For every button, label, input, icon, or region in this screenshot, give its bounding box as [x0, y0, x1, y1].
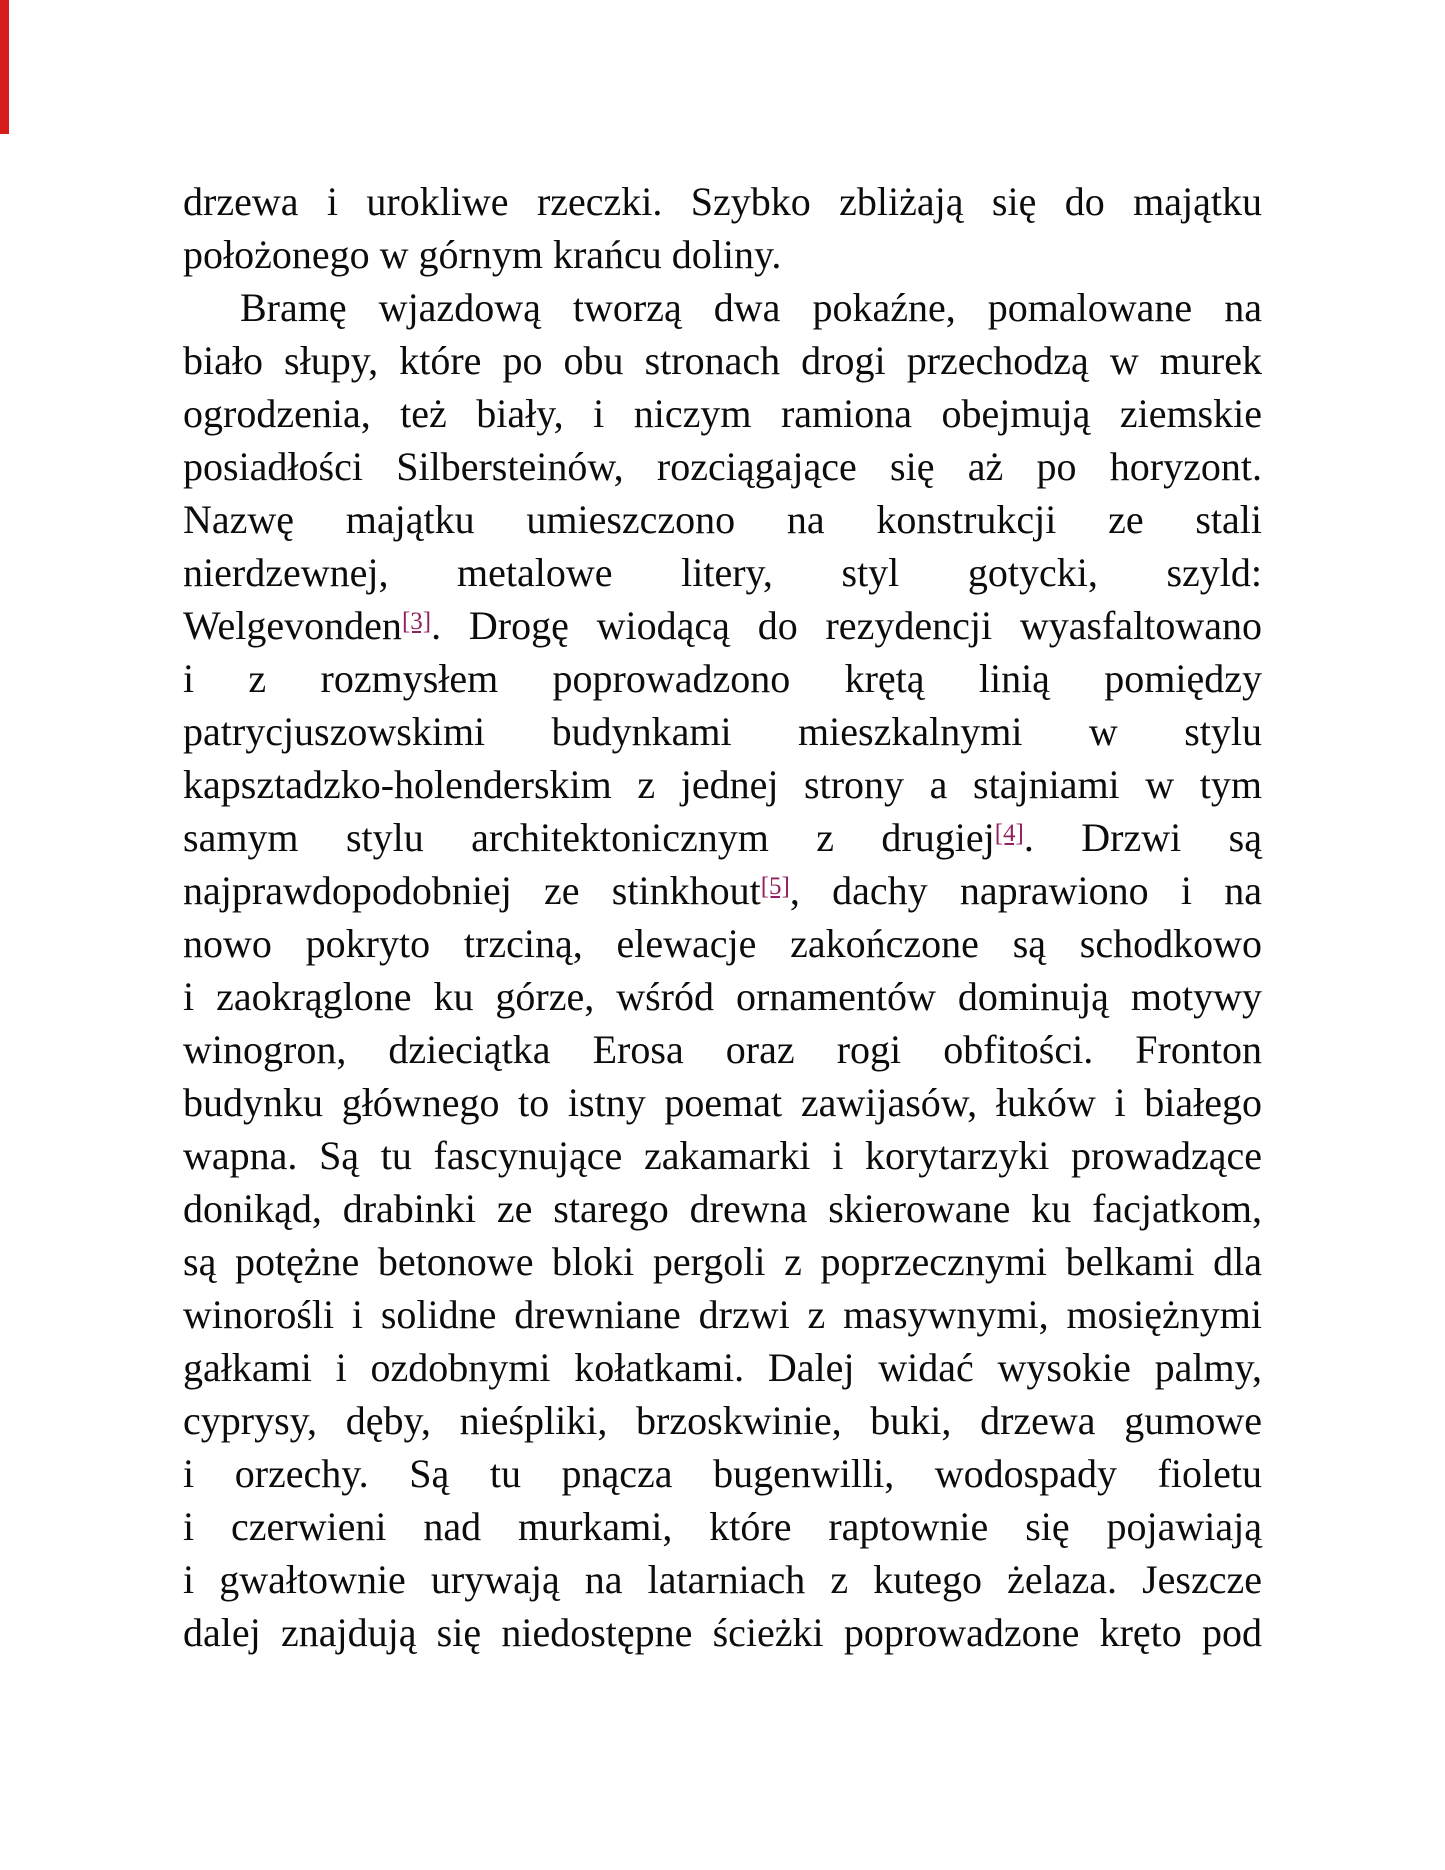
text-line [183, 758, 1262, 811]
text-segment: i gwałtownie urywają na latarniach z kutego żelaza. Jeszcze [183, 1557, 1262, 1602]
text-line [183, 1394, 1262, 1447]
text-line [183, 1447, 1262, 1500]
text-segment: nowo pokryto trzciną, elewacje zakończone są schodkowo [183, 921, 1262, 966]
text-segment: i zaokrąglone ku górze, wśród ornamentów dominują motywy [183, 974, 1262, 1019]
text-segment: biało słupy, które po obu stronach drogi przechodzą w murek [183, 338, 1262, 383]
footnote-ref-4[interactable]: [4] [994, 820, 1024, 847]
text-segment: gałkami i ozdobnymi kołatkami. Dalej widać wysokie palmy, [183, 1345, 1262, 1390]
text-segment: Welgevonden [183, 603, 402, 648]
text-segment: . Drzwi są [1023, 815, 1262, 860]
text-line [183, 705, 1262, 758]
text-line [183, 811, 1262, 864]
text-line [183, 1341, 1262, 1394]
text-segment: i czerwieni nad murkami, które raptownie się pojawiają [183, 1504, 1262, 1549]
text-segment: . Drogę wiodącą do rezydencji wyasfaltowano [431, 603, 1262, 648]
text-segment: i orzechy. Są tu pnącza bugenwilli, wodospady fioletu [183, 1451, 1262, 1496]
text-line [183, 387, 1262, 440]
text-line [183, 493, 1262, 546]
text-segment: wapna. Są tu fascynujące zakamarki i korytarzyki prowadzące [183, 1133, 1262, 1178]
text-segment: nierdzewnej, metalowe litery, styl gotycki, szyld: [183, 550, 1262, 595]
text-segment: drzewa i urokliwe rzeczki. Szybko zbliżają się do majątku [183, 179, 1262, 224]
text-segment: patrycjuszowskimi budynkami mieszkalnymi w stylu [183, 709, 1262, 754]
text-segment: i z rozmysłem poprowadzono krętą linią pomiędzy [183, 656, 1262, 701]
text-line [183, 1076, 1262, 1129]
text-segment: cyprysy, dęby, nieśpliki, brzoskwinie, buki, drzewa gumowe [183, 1398, 1262, 1443]
text-line [183, 440, 1262, 493]
text-line [183, 334, 1262, 387]
text-line [183, 1553, 1262, 1606]
text-segment: samym stylu architektonicznym z drugiej [183, 815, 995, 860]
page-text [183, 175, 1262, 1659]
text-segment: Bramę wjazdową tworzą dwa pokaźne, pomalowane na [240, 285, 1262, 330]
bookmark-ribbon [0, 0, 9, 134]
text-segment: winorośli i solidne drewniane drzwi z masywnymi, mosiężnymi [183, 1292, 1262, 1337]
text-segment: położonego w górnym krańcu doliny. [183, 232, 782, 277]
text-line [183, 281, 1262, 334]
text-segment: donikąd, drabinki ze starego drewna skierowane ku facjatkom, [183, 1186, 1262, 1231]
text-segment: posiadłości Silbersteinów, rozciągające się aż po horyzont. [183, 444, 1262, 489]
text-line [183, 228, 1262, 281]
footnote-ref-3[interactable]: [3] [401, 608, 432, 635]
text-line [183, 546, 1262, 599]
text-line [183, 1288, 1262, 1341]
text-line [183, 1129, 1262, 1182]
text-line [183, 652, 1262, 705]
text-segment: budynku głównego to istny poemat zawijasów, łuków i białego [183, 1080, 1262, 1125]
text-line [183, 1235, 1262, 1288]
text-segment: kapsztadzko-holenderskim z jednej strony a stajniami w tym [183, 762, 1262, 807]
text-segment: ogrodzenia, też biały, i niczym ramiona obejmują ziemskie [183, 391, 1262, 436]
text-segment: dalej znajdują się niedostępne ścieżki poprowadzone kręto pod [183, 1610, 1262, 1655]
text-line [183, 1182, 1262, 1235]
text-segment: winogron, dzieciątka Erosa oraz rogi obfitości. Fronton [183, 1027, 1262, 1072]
text-line [183, 1606, 1262, 1659]
text-line [183, 917, 1262, 970]
text-line [183, 1500, 1262, 1553]
text-line [183, 970, 1262, 1023]
text-line [183, 1023, 1262, 1076]
text-segment: Nazwę majątku umieszczono na konstrukcji ze stali [183, 497, 1262, 542]
text-line [183, 599, 1262, 652]
text-segment: , dachy naprawiono i na [789, 868, 1262, 913]
footnote-ref-5[interactable]: [5] [760, 873, 790, 900]
text-line [183, 175, 1262, 228]
text-line [183, 864, 1262, 917]
text-segment: są potężne betonowe bloki pergoli z poprzecznymi belkami dla [183, 1239, 1262, 1284]
text-segment: najprawdopodobniej ze stinkhout [183, 868, 761, 913]
